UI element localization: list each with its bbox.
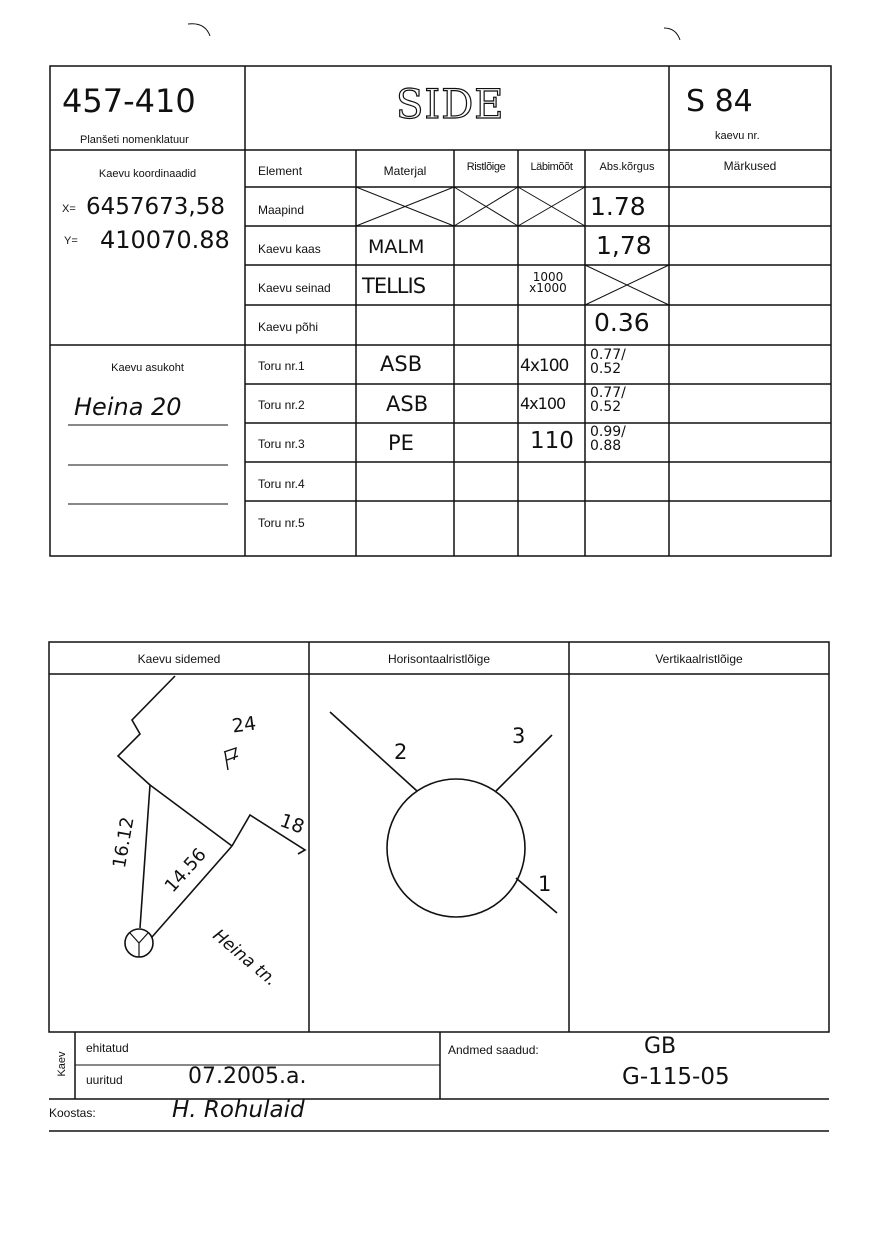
data-source-value-2: G-115-05 [622,1064,730,1090]
location-value: Heina 20 [74,393,182,421]
row-element: Kaevu seinad [258,281,331,295]
horizontal-section-header: Horisontaalristlõige [387,652,491,666]
pipe-label-1: 1 [538,872,552,896]
material-value: TELLIS [362,274,426,298]
page-title: SIDE [396,82,505,128]
plansheet-label: Planšeti nomenklatuur [80,134,189,146]
tie-distance-2: 14.56 [160,844,211,897]
vertical-section-header: Vertikaalristlõige [655,652,743,666]
y-prefix: Y= [64,235,78,247]
col-element: Element [258,164,303,178]
row-element: Toru nr.5 [258,516,305,530]
plansheet-number: 457-410 [62,82,196,120]
ties-header: Kaevu sidemed [137,652,221,666]
row-element: Toru nr.2 [258,398,305,412]
diameter-value: 110 [530,428,574,454]
house-number: 24 [230,712,258,738]
measured-label: uuritud [86,1073,123,1087]
material-value: ASB [386,392,429,416]
row-element: Toru nr.3 [258,437,305,451]
row-element: Kaevu põhi [258,320,319,334]
material-value: ASB [380,352,423,376]
x-coordinate: 6457673,58 [86,194,226,220]
pipe-label-2: 2 [394,740,408,764]
col-notes: Märkused [723,159,777,173]
measured-value: 07.2005.a. [188,1064,307,1089]
material-value: PE [388,431,414,455]
row-element: Toru nr.1 [258,359,305,373]
built-label: ehitatud [86,1041,129,1055]
abs-height-value: 0.99/ 0.88 [590,424,626,454]
col-abs-height: Abs.kõrgus [599,161,655,173]
abs-height-value: 0.36 [594,308,650,337]
corner-distance: 18 [276,809,308,839]
street-name: Heina tn. [208,925,281,991]
pipe-label-3: 3 [512,724,526,748]
abs-height-value: 1.78 [590,192,646,221]
diameter-value: 4x100 [520,356,569,376]
well-number-label: kaevu nr. [715,130,760,142]
row-element: Toru nr.4 [258,477,305,491]
abs-height-value: 1,78 [596,231,652,260]
tie-distance-1: 16.12 [108,815,139,870]
location-label: Kaevu asukoht [111,362,184,374]
y-coordinate: 410070.88 [100,226,230,254]
x-prefix: X= [62,203,76,215]
data-source-value-1: GB [644,1034,677,1059]
abs-height-value: 0.77/ 0.52 [590,347,626,377]
row-element: Kaevu kaas [258,242,321,256]
side-label: Kaev [56,1051,68,1077]
row-element: Maapind [258,203,305,217]
abs-height-value: 0.77/ 0.52 [590,385,626,415]
data-source-label: Andmed saadud: [448,1043,539,1057]
col-material: Materjal [383,164,427,178]
col-cross-section: Ristlõige [466,161,506,173]
coordinates-label: Kaevu koordinaadid [98,168,197,180]
diameter-value: 4x100 [520,394,566,413]
col-diameter: Läbimõõt [530,161,573,173]
compiled-value: H. Rohulaid [172,1097,305,1123]
well-number: S 84 [686,84,753,119]
compiled-label: Koostas: [49,1106,96,1120]
diameter-value: 1000 x1000 [529,270,567,295]
material-value: MALM [368,236,425,258]
